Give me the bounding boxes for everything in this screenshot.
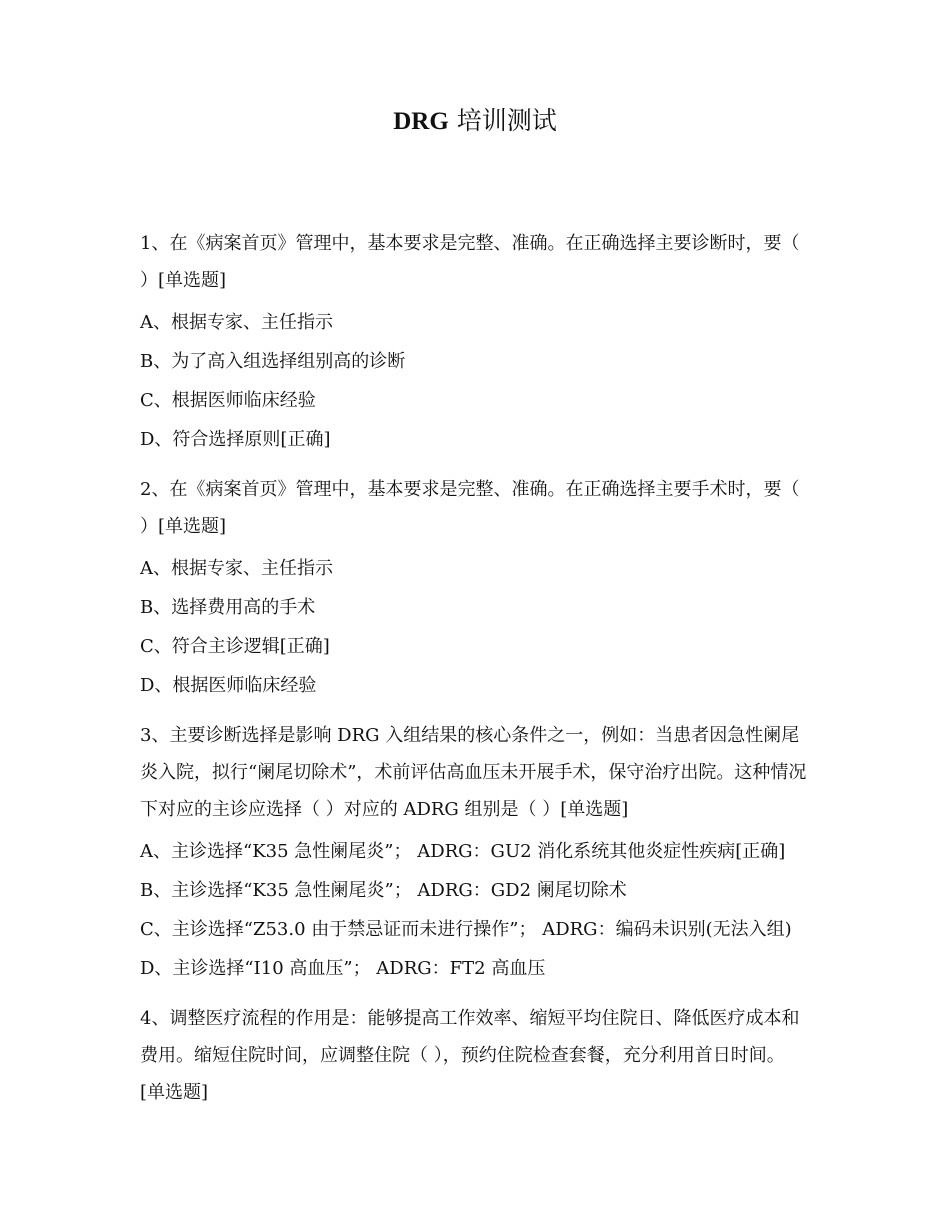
- question-spacer: [140, 459, 812, 471]
- question-stem: 3、主要诊断选择是影响 DRG 入组结果的核心条件之一，例如：当患者因急性阑尾炎入院，拟行“阑尾切除术”，术前评估高血压未开展手术，保守治疗出院。这种情况下对应的主诊应选择（ ）对应的 ADRG 组别是（ ）[单选题]: [140, 725, 807, 820]
- title-latin: DRG: [393, 108, 449, 135]
- option-a: A、根据专家、主任指示: [140, 312, 333, 333]
- option-a: A、根据专家、主任指示: [140, 558, 333, 579]
- option-b: B、为了高入组选择组别高的诊断: [140, 351, 406, 372]
- option-d: D、根据医师临床经验: [140, 675, 317, 696]
- option-d: D、主诊选择“I10 高血压”； ADRG：FT2 高血压: [140, 958, 546, 979]
- option-a: A、主诊选择“K35 急性阑尾炎”； ADRG：GU2 消化系统其他炎症性疾病[正确]: [140, 841, 786, 862]
- question-3: [140, 717, 812, 988]
- question-spacer: [140, 988, 812, 1000]
- question-stem: 2、在《病案首页》管理中，基本要求是完整、准确。在正确选择主要手术时，要（ ）[单选题]: [140, 479, 800, 537]
- option-c: C、根据医师临床经验: [140, 390, 316, 411]
- question-spacer: [140, 705, 812, 717]
- option-c: C、符合主诊逻辑[正确]: [140, 636, 330, 657]
- question-4: [140, 1000, 812, 1111]
- question-list: [140, 225, 812, 1115]
- title-cjk: 培训测试: [456, 106, 557, 135]
- option-c: C、主诊选择“Z53.0 由于禁忌证而未进行操作”； ADRG：编码未识别(无法入组): [140, 919, 792, 940]
- question-stem: 1、在《病案首页》管理中，基本要求是完整、准确。在正确选择主要诊断时，要（ ）[单选题]: [140, 233, 800, 291]
- option-b: B、选择费用高的手术: [140, 597, 316, 618]
- question-2: [140, 471, 812, 705]
- question-1: [140, 225, 812, 459]
- document-title: [0, 103, 950, 140]
- question-stem: 4、调整医疗流程的作用是：能够提高工作效率、缩短平均住院日、降低医疗成本和费用。缩短住院时间，应调整住院（ ），预约住院检查套餐，充分利用首日时间。 [单选题]: [140, 1008, 800, 1103]
- option-b: B、主诊选择“K35 急性阑尾炎”； ADRG：GD2 阑尾切除术: [140, 880, 627, 901]
- option-d: D、符合选择原则[正确]: [140, 429, 331, 450]
